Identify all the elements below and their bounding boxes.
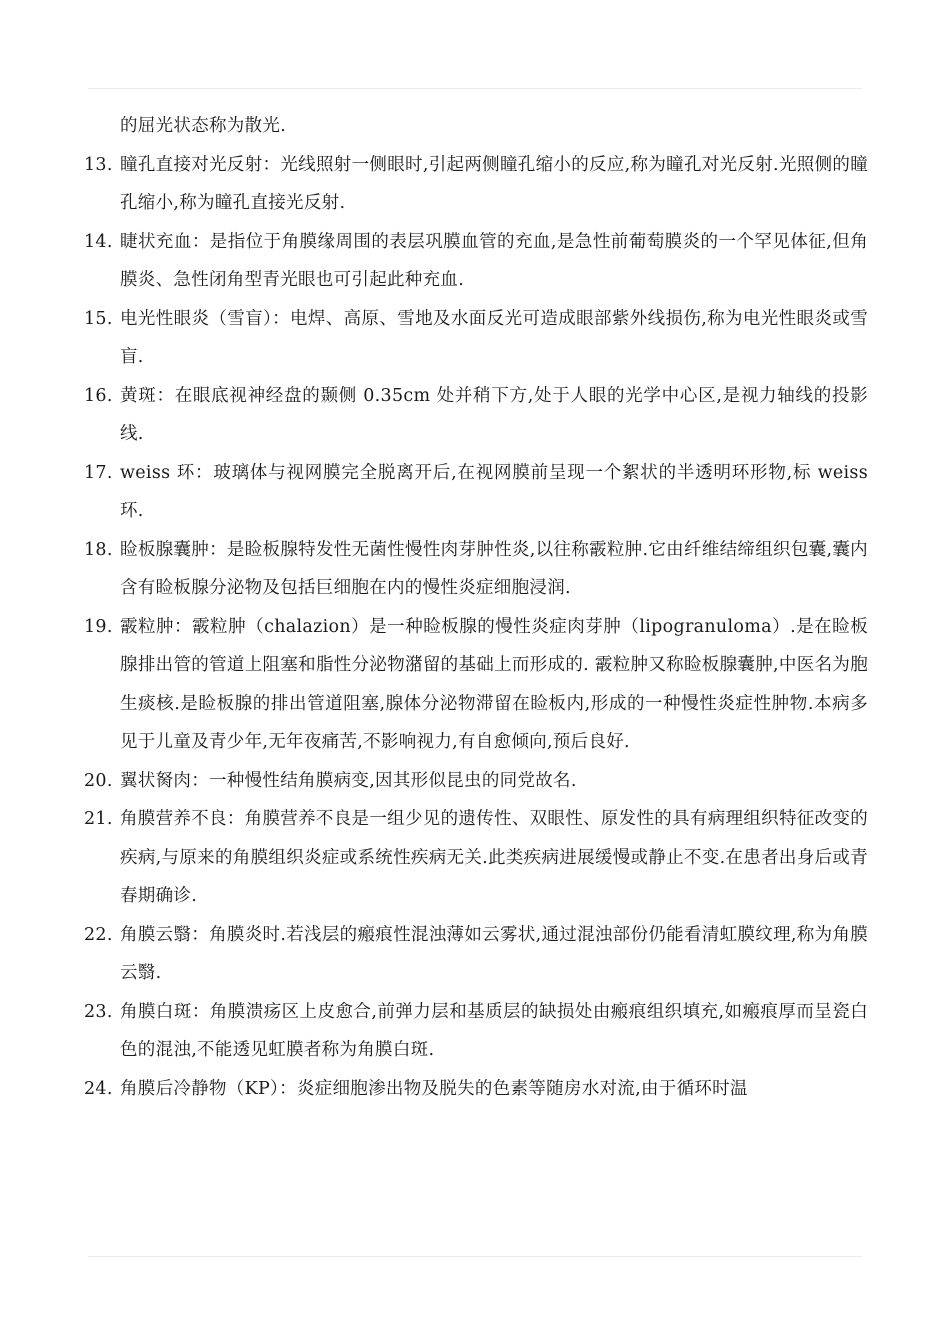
entry-18 — [84, 531, 868, 608]
entry-definition: 角膜溃疡区上皮愈合,前弹力层和基质层的缺损处由瘢痕组织填充,如瘢痕厚而呈瓷白色的混浊,不能透见虹膜者称为角膜白斑. — [120, 1001, 869, 1060]
entry-21 — [84, 800, 868, 916]
entry-definition: 光线照射一侧眼时,引起两侧瞳孔缩小的反应,称为瞳孔对光反射.光照侧的瞳孔缩小,称为瞳孔直接光反射. — [120, 154, 868, 213]
entry-number: 23. — [84, 1001, 113, 1022]
entry-definition: 一种慢性结角膜病变,因其形似昆虫的同党故名. — [209, 770, 577, 791]
entry-definition: 玻璃体与视网膜完全脱离开后,在视网膜前呈现一个絮状的半透明环形物,标 weiss 环. — [120, 462, 868, 521]
entry-number: 17. — [84, 462, 113, 483]
entry-19 — [84, 608, 868, 762]
entry-definition: 霰粒肿（chalazion）是一种睑板腺的慢性炎症肉芽肿（lipogranuloma）.是在睑板腺排出管的管道上阻塞和脂性分泌物潴留的基础上而形成的. 霰粒肿又称睑板腺囊肿,中医名为胞生痰核.是睑板腺的排出管道阻塞,腺体分泌物滞留在睑板内,形成的一种慢性炎症性肿物.本病多见于儿童及青少年,无年夜痛苦,不影响视力,有自愈倾向,预后良好. — [120, 616, 868, 752]
entry-text — [120, 377, 868, 454]
entry-text — [120, 916, 868, 993]
entry-number: 21. — [84, 809, 113, 829]
entry-number: 16. — [84, 385, 113, 406]
entry-number: 15. — [84, 308, 113, 329]
entry-number: 22. — [84, 924, 113, 945]
entry-number: 14. — [84, 231, 113, 252]
footer-rule — [88, 1256, 862, 1257]
entry-22 — [84, 916, 868, 993]
entry-term: 角膜后冷静物（KP）： — [120, 1078, 297, 1099]
entry-text — [120, 300, 868, 377]
entry-definition: 角膜炎时.若浅层的瘢痕性混浊薄如云雾状,通过混浊部份仍能看清虹膜纹理,称为角膜云翳. — [120, 924, 869, 983]
entry-text — [120, 531, 868, 608]
entry-term: 霰粒肿： — [120, 616, 193, 637]
entry-24 — [84, 1070, 868, 1109]
continuation-text: 的屈光状态称为散光. — [120, 116, 287, 136]
entry-13 — [84, 146, 868, 223]
entry-text — [120, 800, 868, 916]
entry-term: 瞳孔直接对光反射： — [120, 154, 281, 175]
entry-term: 翼状胬肉： — [120, 770, 209, 791]
entry-number: 20. — [84, 770, 113, 791]
entry-term: 黄斑： — [120, 385, 175, 406]
entry-term: 角膜营养不良： — [120, 809, 245, 829]
entry-number: 19. — [84, 616, 113, 637]
entry-term: weiss 环： — [120, 462, 214, 483]
entry-definition: 是指位于角膜缘周围的表层巩膜血管的充血,是急性前葡萄膜炎的一个罕见体征,但角膜炎、急性闭角型青光眼也可引起此种充血. — [120, 231, 869, 290]
entry-definition: 炎症细胞渗出物及脱失的色素等随房水对流,由于循环时温 — [296, 1078, 748, 1099]
entry-term: 角膜白斑： — [120, 1001, 210, 1022]
entry-text — [120, 762, 868, 801]
entry-23 — [84, 993, 868, 1070]
entry-text — [120, 223, 868, 300]
entry-text — [120, 146, 868, 223]
entry-definition: 角膜营养不良是一组少见的遗传性、双眼性、原发性的具有病理组织特征改变的疾病,与原来的角膜组织炎症或系统性疾病无关.此类疾病进展缓慢或静止不变.在患者出身后或青春期确诊. — [120, 809, 868, 906]
entry-number: 24. — [84, 1078, 113, 1099]
entry-16 — [84, 377, 868, 454]
document-body — [84, 107, 868, 1108]
entry-term: 睫状充血： — [120, 231, 210, 252]
entry-text — [120, 608, 868, 762]
entry-term: 角膜云翳： — [120, 924, 210, 945]
entry-definition: 电焊、高原、雪地及水面反光可造成眼部紫外线损伤,称为电光性眼炎或雪盲. — [120, 308, 868, 367]
entry-15 — [84, 300, 868, 377]
entry-term: 电光性眼炎（雪盲）： — [120, 308, 291, 329]
entry-term: 睑板腺囊肿： — [120, 539, 227, 560]
entry-20 — [84, 762, 868, 801]
entry-17 — [84, 454, 868, 531]
header-rule — [88, 88, 862, 89]
entry-number: 13. — [84, 154, 113, 175]
entry-text — [120, 1070, 868, 1109]
entry-definition: 在眼底视神经盘的颞侧 0.35cm 处并稍下方,处于人眼的光学中心区,是视力轴线的投影线. — [120, 385, 868, 444]
entry-definition: 是睑板腺特发性无菌性慢性肉芽肿性炎,以往称霰粒肿.它由纤维结缔组织包囊,囊内含有睑板腺分泌物及包括巨细胞在内的慢性炎症细胞浸润. — [120, 539, 868, 598]
entry-number: 18. — [84, 539, 113, 560]
entry-text — [120, 993, 868, 1070]
entry-14 — [84, 223, 868, 300]
entry-text — [120, 454, 868, 531]
